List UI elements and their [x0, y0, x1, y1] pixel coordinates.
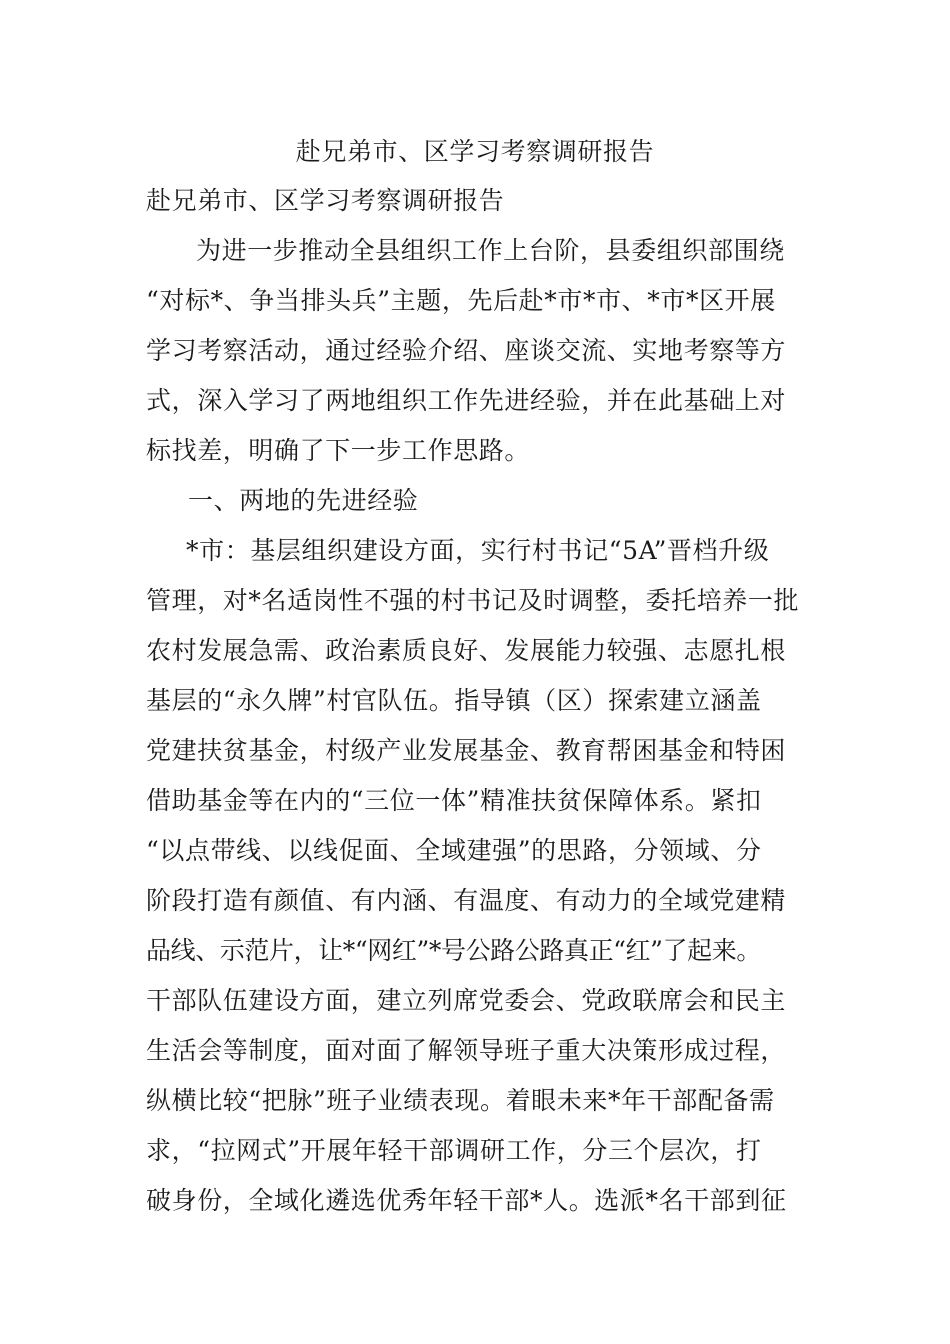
- paragraph-line: 破身份，全域化遴选优秀年轻干部*人。选派*名干部到征: [146, 1186, 787, 1215]
- paragraph-line: 干部队伍建设方面，建立列席党委会、党政联席会和民主: [146, 986, 787, 1015]
- paragraph-line: 为进一步推动全县组织工作上台阶，县委组织部围绕: [196, 236, 785, 265]
- section-heading: 一、两地的先进经验: [188, 486, 419, 515]
- paragraph-line: “对标*、争当排头兵”主题，先后赴*市*市、*市*区开展: [146, 286, 776, 315]
- paragraph-line: 生活会等制度，面对面了解领导班子重大决策形成过程，: [146, 1036, 787, 1065]
- paragraph-line: “以点带线、以线促面、全域建强”的思路，分领域、分: [146, 836, 762, 865]
- paragraph-line: 借助基金等在内的“三位一体”精准扶贫保障体系。紧扣: [146, 786, 762, 815]
- paragraph-line: 求，“拉网式”开展年轻干部调研工作，分三个层次，打: [146, 1136, 762, 1165]
- paragraph-line: 式，深入学习了两地组织工作先进经验，并在此基础上对: [146, 386, 787, 415]
- paragraph-line: *市：基层组织建设方面，实行村书记“5A”晋档升级: [186, 536, 770, 565]
- paragraph-line: 基层的“永久牌”村官队伍。指导镇（区）探索建立涵盖: [146, 686, 762, 715]
- paragraph-line: 品线、示范片，让*“网红”*号公路公路真正“红”了起来。: [146, 936, 761, 965]
- paragraph-line: 农村发展急需、政治素质良好、发展能力较强、志愿扎根: [146, 636, 787, 665]
- paragraph-line: 阶段打造有颜值、有内涵、有温度、有动力的全域党建精: [146, 886, 787, 915]
- paragraph-line: 管理，对*名适岗性不强的村书记及时调整，委托培养一批: [146, 586, 800, 615]
- paragraph-line: 学习考察活动，通过经验介绍、座谈交流、实地考察等方: [146, 336, 787, 365]
- document-title: 赴兄弟市、区学习考察调研报告: [295, 137, 655, 166]
- paragraph-line: 标找差，明确了下一步工作思路。: [146, 436, 531, 465]
- paragraph-line: 党建扶贫基金，村级产业发展基金、教育帮困基金和特困: [146, 736, 787, 765]
- paragraph-line: 纵横比较“把脉”班子业绩表现。着眼未来*年干部配备需: [146, 1086, 775, 1115]
- document-subtitle: 赴兄弟市、区学习考察调研报告: [146, 186, 505, 215]
